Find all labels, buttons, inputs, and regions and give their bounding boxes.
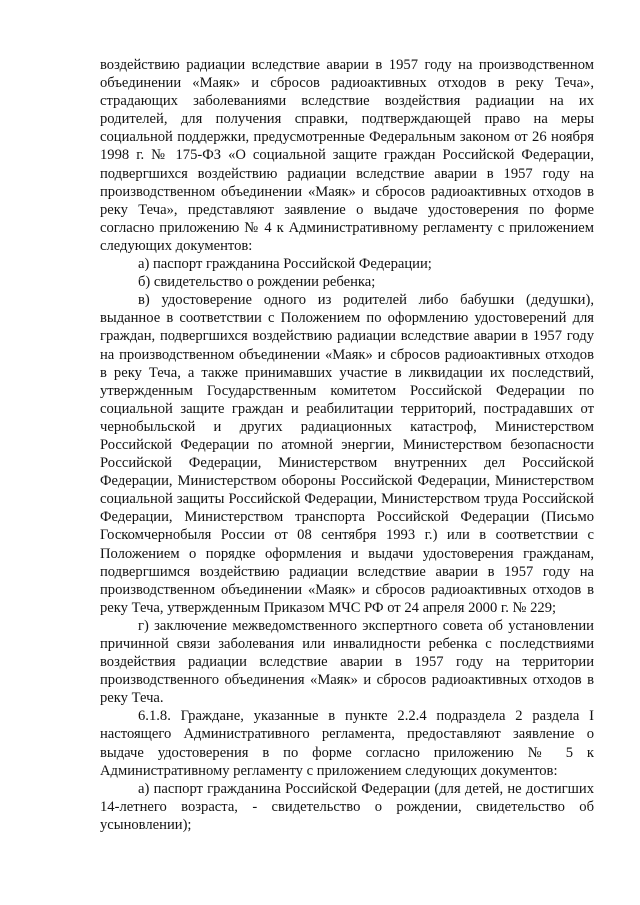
paragraph-continuation: воздействию радиации вследствие аварии в 1957 году на производственном объединении «Маяк» и сбросов радиоактивных отходов в реку Теча», страдающих заболеваниями вследствие воздействия радиации на их родителей, для получения справки, подтверждающей право на меры социальной поддержки, предусмотренные Федеральным законом от 26 ноября 1998 г. № 175-ФЗ «О социальной защите граждан Российской Федерации, подвергшихся воздействию радиации вследствие аварии в 1957 году на производственном объединении «Маяк» и сбросов радиоактивных отходов в реку Теча», представляют заявление о выдаче удостоверения по форме согласно приложению № 4 к Административному регламенту с приложением следующих документов: bbox=[100, 57, 594, 254]
section-6-1-8: 6.1.8. Граждане, указанные в пункте 2.2.4 подраздела 2 раздела I настоящего Административного регламента, предоставляют заявление о выдаче удостоверения в по форме согласно приложению № 5 к Административному регламенту с приложением следующих документов: bbox=[100, 708, 594, 779]
list-item-g-expert-conclusion: г) заключение межведомственного экспертного совета об установлении причинной связи заболевания или инвалидности ребенка с последствиями воздействия радиации вследствие аварии в 1957 году на территории производственного объединения «Маяк» и сбросов радиоактивных отходов в реку Теча. bbox=[100, 617, 594, 707]
list-item-b-birth-certificate: б) свидетельство о рождении ребенка; bbox=[138, 274, 376, 291]
list-item-a-passport-6-1-8: а) паспорт гражданина Российской Федерации (для детей, не достигших 14-летнего возраста, - свидетельство о рождении, свидетельство об усыновлении); bbox=[100, 780, 594, 833]
list-item-a-passport: а) паспорт гражданина Российской Федерации; bbox=[138, 256, 432, 273]
list-item-v-parent-certificate: в) удостоверение одного из родителей либо бабушки (дедушки), выданное в соответствии с Положением по оформлению удостоверений для граждан, подвергшихся воздействию радиации вследствие аварии в 1957 году на производственном объединении «Маяк» и сбросов радиоактивных отходов в реку Теча, а также принимавших участие в ликвидации их последствий, утвержденным Государственным комитетом Российской Федерации по социальной защите граждан и реабилитации территорий, пострадавших от чернобыльской и других радиационных катастроф, Министерством Российской Федерации по атомной энергии, Министерством безопасности Российской Федерации, Министерством внутренних дел Российской Федерации, Министерством обороны Российской Федерации, Министерством социальной защиты Российской Федерации, Министерством труда Российской Федерации, Министерством транспорта Российской Федерации (Письмо Госкомчернобыля России от 08 сентября 1993 г.) или в соответствии с Положением о порядке оформления и выдачи удостоверения гражданам, подвергшимся воздействию радиации вследствие аварии в 1957 году на производственном объединении «Маяк» и сбросов радиоактивных отходов в реку Теча, утвержденным Приказом МЧС РФ от 24 апреля 2000 г. № 229; bbox=[100, 292, 594, 616]
document-page bbox=[100, 56, 594, 834]
